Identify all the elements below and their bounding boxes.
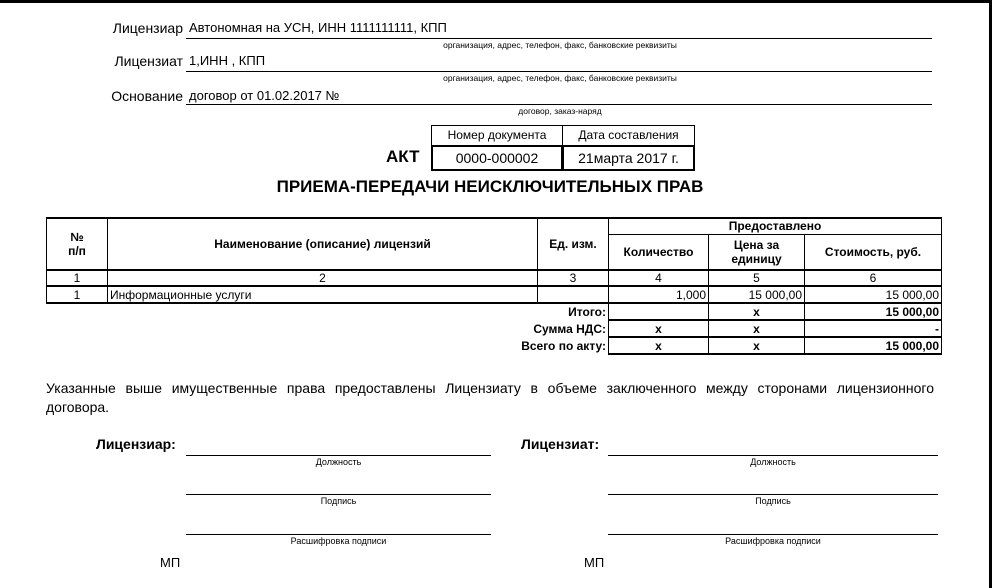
licensee-value: 1,ИНН , КПП	[189, 53, 266, 68]
total-cost: 15 000,00	[805, 303, 942, 320]
col-number: 2	[108, 270, 538, 286]
licensor-line	[186, 38, 932, 39]
licensee-stamp-label: МП	[584, 555, 605, 570]
licensee-signature-hint: Подпись	[755, 496, 791, 506]
row-num: 1	[47, 286, 108, 303]
col-header-price: Цена за единицу	[709, 234, 805, 270]
licensor-value: Автономная на УСН, ИНН 1111111111, КПП	[189, 20, 447, 35]
licensor-position-line	[186, 455, 491, 456]
total-label: Итого:	[568, 305, 606, 319]
col-number: 6	[805, 270, 942, 286]
number-header: Номер документа	[431, 125, 563, 146]
grand-total-row	[47, 337, 942, 354]
col-header-name: Наименование (описание) лицензий	[108, 218, 538, 270]
grand-total-label: Всего по акту:	[521, 338, 606, 353]
licensor-signature-hint: Подпись	[320, 496, 357, 506]
licensee-sign-label: Лицензиат:	[521, 436, 600, 452]
doc-date: 21марта 2017 г.	[562, 145, 695, 171]
total-price: x	[709, 303, 805, 320]
basis-line	[186, 104, 932, 105]
table-row	[47, 286, 942, 303]
vat-label: Сумма НДС:	[533, 321, 606, 336]
grand-total-cost: 15 000,00	[805, 337, 942, 354]
licensee-decoding-hint: Расшифровка подписи	[725, 536, 821, 546]
date-header: Дата составления	[562, 125, 695, 146]
total-qty	[609, 303, 709, 320]
licensor-label: Лицензиар	[112, 20, 183, 36]
vat-row	[47, 320, 942, 337]
col-header-num: № п/п	[47, 218, 108, 270]
licensee-signature-line	[608, 494, 938, 495]
licensor-sign-label: Лицензиар:	[96, 436, 176, 452]
col-number: 3	[538, 270, 609, 286]
licensor-decoding-line	[186, 534, 491, 535]
row-price: 15 000,00	[709, 286, 805, 303]
vat-qty: x	[609, 320, 709, 337]
doc-number: 0000-000002	[431, 145, 563, 171]
doc-title: ПРИЕМА-ПЕРЕДАЧИ НЕИСКЛЮЧИТЕЛЬНЫХ ПРАВ	[276, 177, 704, 196]
licensee-hint: организация, адрес, телефон, факс, банковские реквизиты	[443, 73, 677, 83]
basis-hint: договор, заказ-наряд	[518, 106, 602, 116]
licensor-signature-line	[186, 494, 491, 495]
licensor-stamp-label: МП	[160, 555, 181, 570]
grand-total-price: x	[709, 337, 805, 354]
vat-cost: -	[805, 320, 942, 337]
licensee-decoding-line	[608, 534, 938, 535]
total-row	[47, 303, 942, 320]
col-number: 5	[709, 270, 805, 286]
licensee-line	[186, 71, 932, 72]
col-header-qty: Количество	[609, 234, 709, 270]
row-qty: 1,000	[609, 286, 709, 303]
col-number-row	[47, 270, 942, 286]
basis-label: Основание	[111, 88, 183, 104]
page-top-border	[0, 0, 992, 3]
items-table	[46, 217, 942, 355]
grand-total-qty: x	[609, 337, 709, 354]
col-header-provided: Предоставлено	[609, 218, 942, 234]
col-header-unit: Ед. изм.	[538, 218, 609, 270]
row-unit	[538, 286, 609, 303]
licensee-position-line	[608, 455, 938, 456]
licensor-hint: организация, адрес, телефон, факс, банковские реквизиты	[443, 40, 677, 50]
licensee-label: Лицензиат	[114, 53, 183, 69]
col-number: 1	[47, 270, 108, 286]
licensor-decoding-hint: Расшифровка подписи	[290, 536, 387, 546]
row-cost: 15 000,00	[805, 286, 942, 303]
act-word: АКТ	[386, 147, 420, 166]
statement-text: Указанные выше имущественные права предоставлены Лицензиату в объеме заключенного между сторонами лицензионного договора.	[46, 380, 934, 415]
licensee-position-hint: Должность	[750, 457, 796, 467]
row-name: Информационные услуги	[108, 286, 538, 303]
vat-price: x	[709, 320, 805, 337]
basis-value: договор от 01.02.2017 №	[189, 88, 340, 103]
licensor-position-hint: Должность	[315, 457, 362, 467]
col-header-cost: Стоимость, руб.	[805, 234, 942, 270]
col-number: 4	[609, 270, 709, 286]
